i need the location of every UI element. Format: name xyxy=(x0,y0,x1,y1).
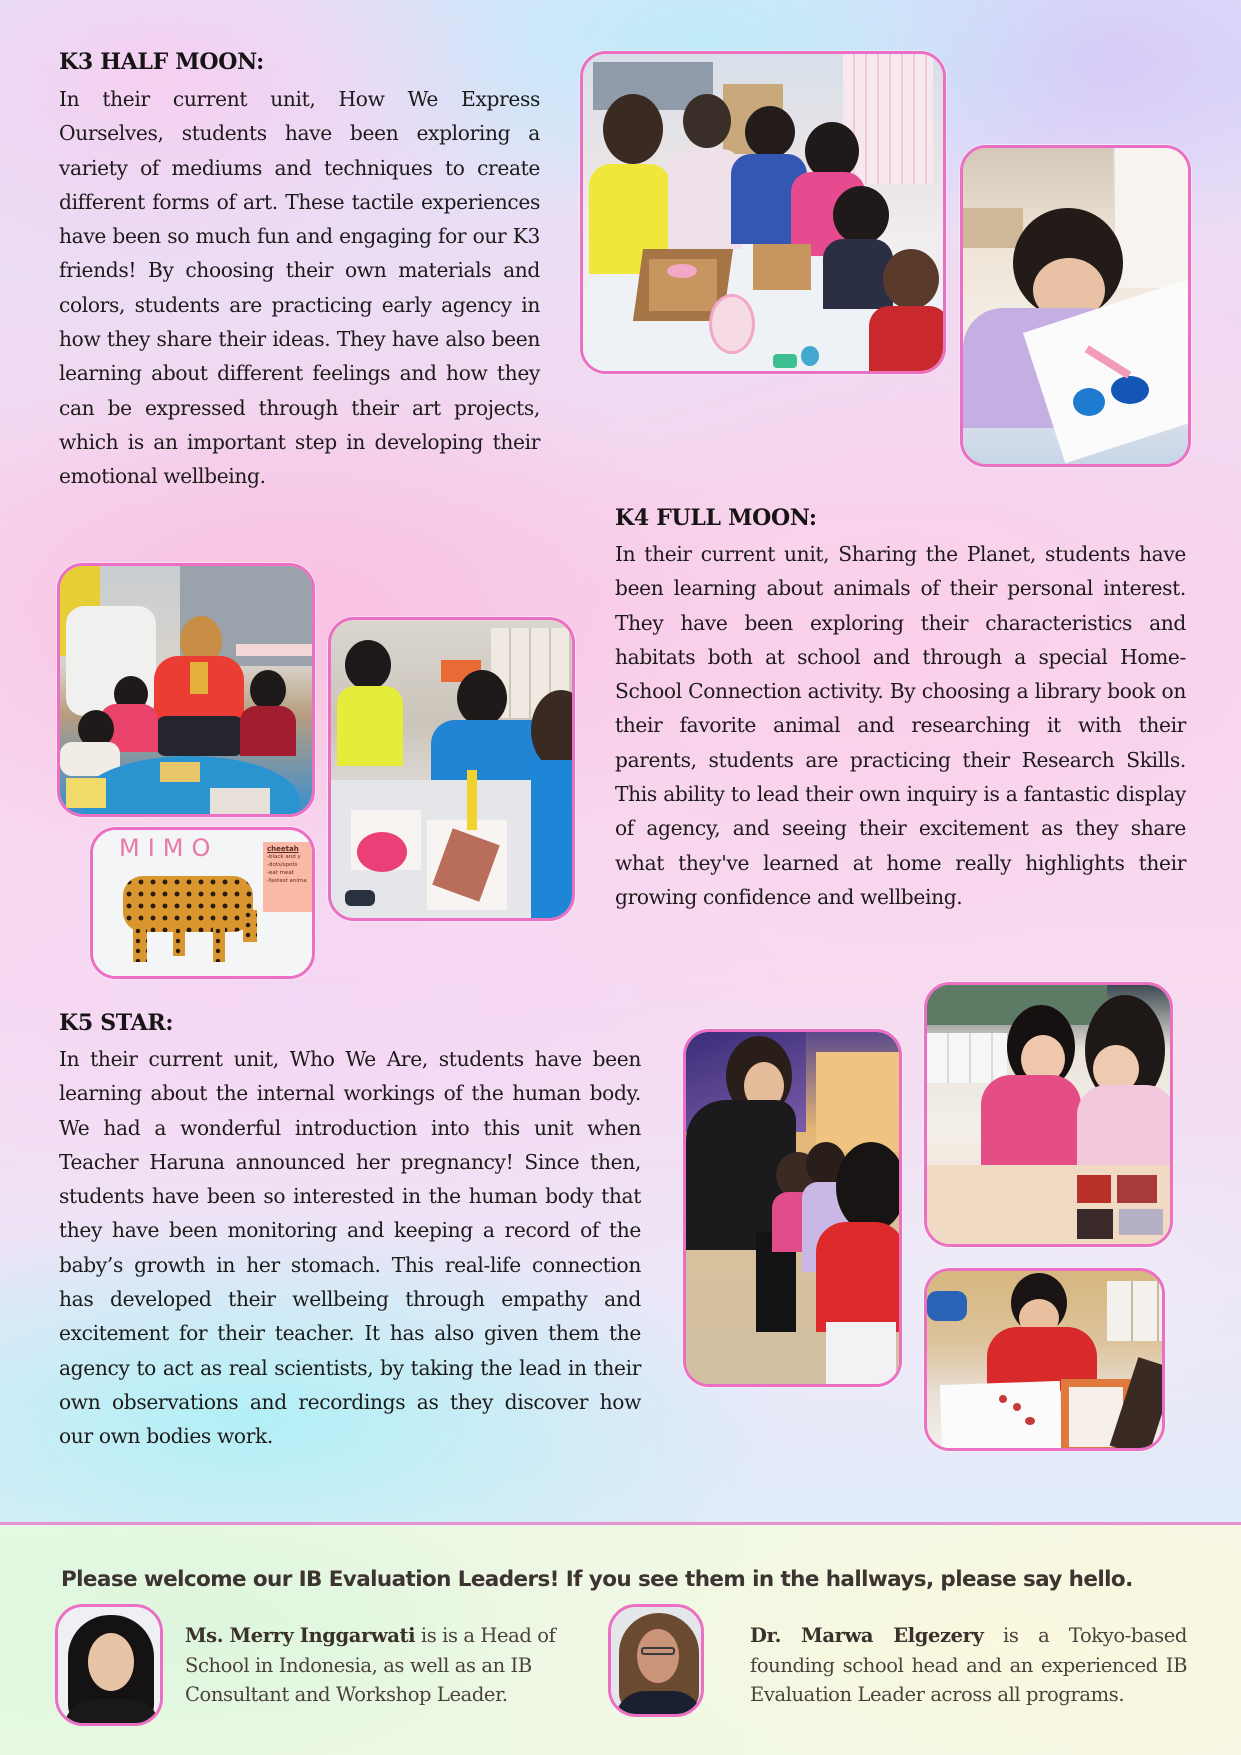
sticky-note-line: -fastest anima xyxy=(267,878,307,884)
k4-photo-cheetah-artwork xyxy=(90,827,315,979)
leader-photo-merry-inggarwati xyxy=(55,1604,163,1726)
leader-photo-marwa-elgezery xyxy=(608,1604,704,1717)
k5-photo-boy-body-book xyxy=(924,1268,1165,1451)
k4-section-body: In their current unit, Sharing the Planet, students have been learning about animals of their personal interest. They have been exploring their characteristics and habitats both at school and through a special Home-School Connection activity. By choosing a library book on their favorite animal and researching it with their parents, students are practicing their Research Skills. This ability to lead their own inquiry is a fantastic display of agency, and seeing their excitement as they share what they've learned at home really highlights their growing confidence and wellbeing. xyxy=(615,542,1186,909)
k4-photo-story-circle xyxy=(57,563,315,817)
artwork-name: MIMO xyxy=(119,834,219,862)
leader-description: is is a Head of School in Indonesia, as well as an IB Consultant and Workshop Leader. xyxy=(185,1624,556,1706)
leader-bio-marwa-elgezery xyxy=(750,1621,1187,1710)
leader-name: Ms. Merry Inggarwati xyxy=(185,1624,416,1647)
k3-photo-playdough-group xyxy=(580,51,946,374)
leader-name: Dr. Marwa Elgezery xyxy=(750,1624,984,1647)
k5-photo-girls-recording xyxy=(924,982,1173,1247)
leader-description: is a Tokyo-based founding school head and an experienced IB Evaluation Leader across all programs. xyxy=(750,1624,1188,1706)
k5-photo-teacher-pregnancy xyxy=(683,1029,902,1387)
k5-section-body: In their current unit, Who We Are, students have been learning about the internal workings of the human body. We had a wonderful introduction into this unit when Teacher Haruna announced her pregnancy! Since then, students have been so interested in the human body that they have been monitoring and keeping a record of the baby’s growth in her stomach. This real-life connection has developed their wellbeing through empathy and excitement for their teacher. It has also given them the agency to act as real scientists, by taking the lead in their own observations and recordings as they discover how our own bodies work. xyxy=(59,1047,641,1449)
ib-evaluation-leaders-footer xyxy=(0,1522,1241,1755)
k4-photo-craft-table xyxy=(328,617,575,921)
k5-section-title: K5 STAR: xyxy=(59,1010,174,1036)
footer-heading: Please welcome our IB Evaluation Leaders! If you see them in the hallways, please say hello. xyxy=(61,1567,1133,1592)
sticky-note-title: cheetah xyxy=(267,845,299,853)
sticky-note-line: -dots/spots xyxy=(267,862,298,868)
sticky-note-line: -eat meat xyxy=(267,870,294,876)
k4-section-title: K4 FULL MOON: xyxy=(615,505,817,531)
k3-section-title: K3 HALF MOON: xyxy=(59,49,264,75)
sticky-note xyxy=(263,842,315,912)
k3-photo-painting-child xyxy=(960,145,1191,467)
sticky-note-line: -black and y xyxy=(267,854,301,860)
leader-bio-merry-inggarwati xyxy=(185,1621,565,1710)
k3-section-body: In their current unit, How We Express Ourselves, students have been exploring a variety of mediums and techniques to create different forms of art. These tactile experiences have been so much fun and engaging for our K3 friends! By choosing their own materials and colors, students are practicing early agency in how they share their ideas. They have also been learning about different feelings and how they can be expressed through their art projects, which is an important step in developing their emotional wellbeing. xyxy=(59,87,540,489)
